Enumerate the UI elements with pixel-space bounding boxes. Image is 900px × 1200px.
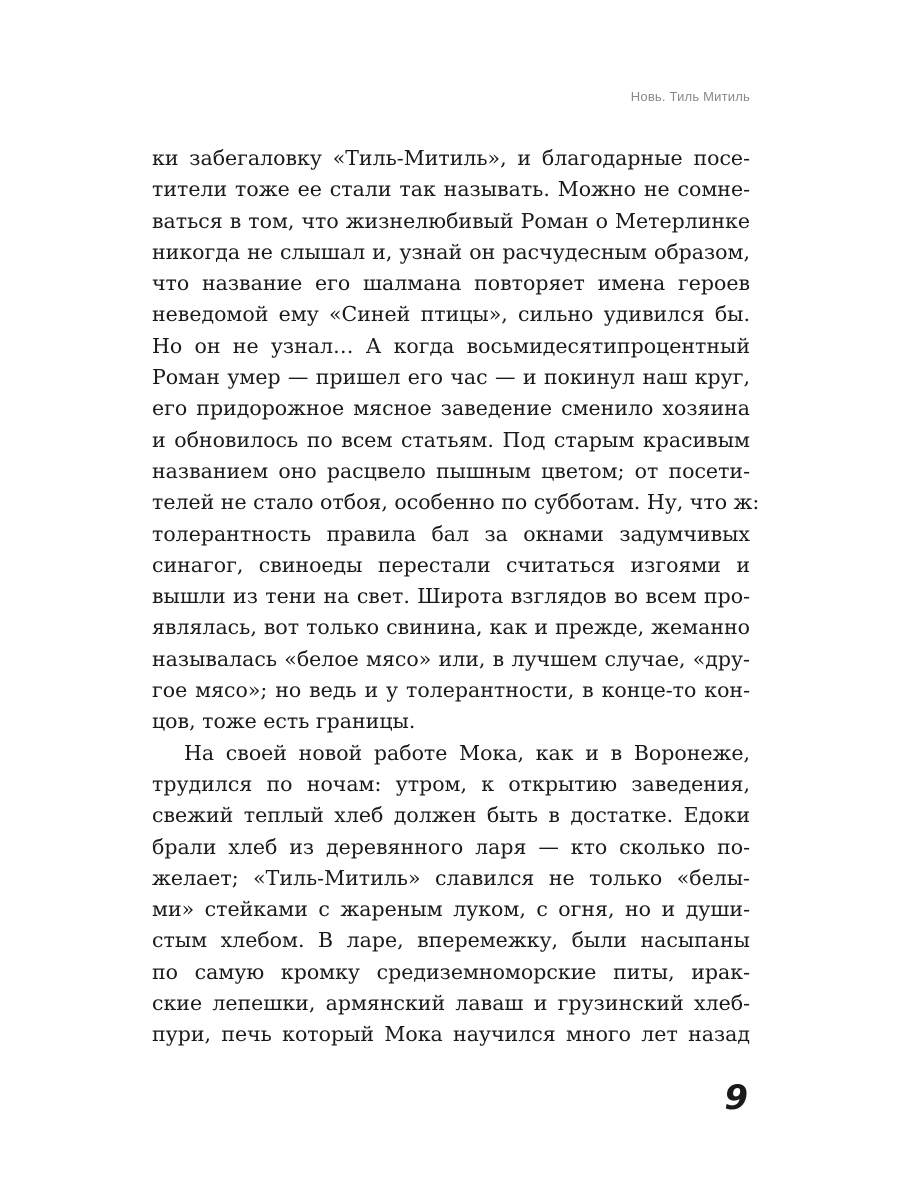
text-line: цов, тоже есть границы. bbox=[152, 709, 416, 734]
text-line: неведомой ему «Синей птицы», сильно удивился бы. bbox=[152, 302, 750, 327]
paragraph-2 bbox=[152, 738, 750, 1051]
text-line: вышли из тени на свет. Широта взглядов во всем про- bbox=[152, 584, 750, 609]
text-line: что название его шалмана повторяет имена героев bbox=[152, 271, 750, 296]
text-line: толерантность правила бал за окнами задумчивых bbox=[152, 521, 750, 546]
text-line: его придорожное мясное заведение сменило хозяина bbox=[152, 396, 750, 421]
text-line: стым хлебом. В ларе, вперемежку, были насыпаны bbox=[152, 928, 750, 953]
text-line: тители тоже ее стали так называть. Можно не сомне- bbox=[152, 177, 750, 202]
text-line: желает; «Тиль-Митиль» славился не только «белы- bbox=[152, 865, 750, 890]
text-line: телей не стало отбоя, особенно по субботам. Ну, что ж: bbox=[152, 490, 760, 515]
text-line: Но он не узнал… А когда восьмидесятипроцентный bbox=[152, 333, 750, 358]
text-line: ки забегаловку «Тиль-Митиль», и благодарные посе- bbox=[152, 146, 750, 170]
text-line: ские лепешки, армянский лаваш и грузинский хлеб- bbox=[152, 991, 750, 1016]
text-line: по самую кромку средиземноморские питы, ирак- bbox=[152, 959, 750, 984]
page-number: 9 bbox=[724, 1078, 748, 1118]
running-head: Новь. Тиль Митиль bbox=[630, 89, 750, 104]
text-line: брали хлеб из деревянного ларя — кто сколько по- bbox=[152, 834, 750, 859]
text-line: названием оно расцвело пышным цветом; от посети- bbox=[152, 458, 750, 483]
text-line: свежий теплый хлеб должен быть в достатке. Едоки bbox=[152, 803, 750, 828]
paragraph-1 bbox=[152, 143, 760, 738]
text-line: ваться в том, что жизнелюбивый Роман о Метерлинке bbox=[152, 208, 750, 233]
text-line: гое мясо»; но ведь и у толерантности, в конце-то кон- bbox=[152, 678, 750, 703]
text-line: На своей новой работе Мока, как и в Воронеже, bbox=[184, 740, 750, 765]
text-line: никогда не слышал и, узнай он расчудесным образом, bbox=[152, 239, 750, 264]
text-line: пури, печь который Мока научился много лет назад bbox=[152, 1022, 750, 1047]
text-line: синагог, свиноеды перестали считаться изгоями и bbox=[152, 552, 750, 577]
text-line: ми» стейками с жареным луком, с огня, но и души- bbox=[152, 897, 750, 922]
text-line: Роман умер — пришел его час — и покинул наш круг, bbox=[152, 365, 750, 390]
body-text bbox=[152, 143, 760, 1051]
text-line: и обновилось по всем статьям. Под старым красивым bbox=[152, 427, 750, 452]
text-line: называлась «белое мясо» или, в лучшем случае, «дру- bbox=[152, 646, 750, 671]
text-line: трудился по ночам: утром, к открытию заведения, bbox=[152, 771, 750, 796]
text-line: являлась, вот только свинина, как и прежде, жеманно bbox=[152, 615, 750, 640]
